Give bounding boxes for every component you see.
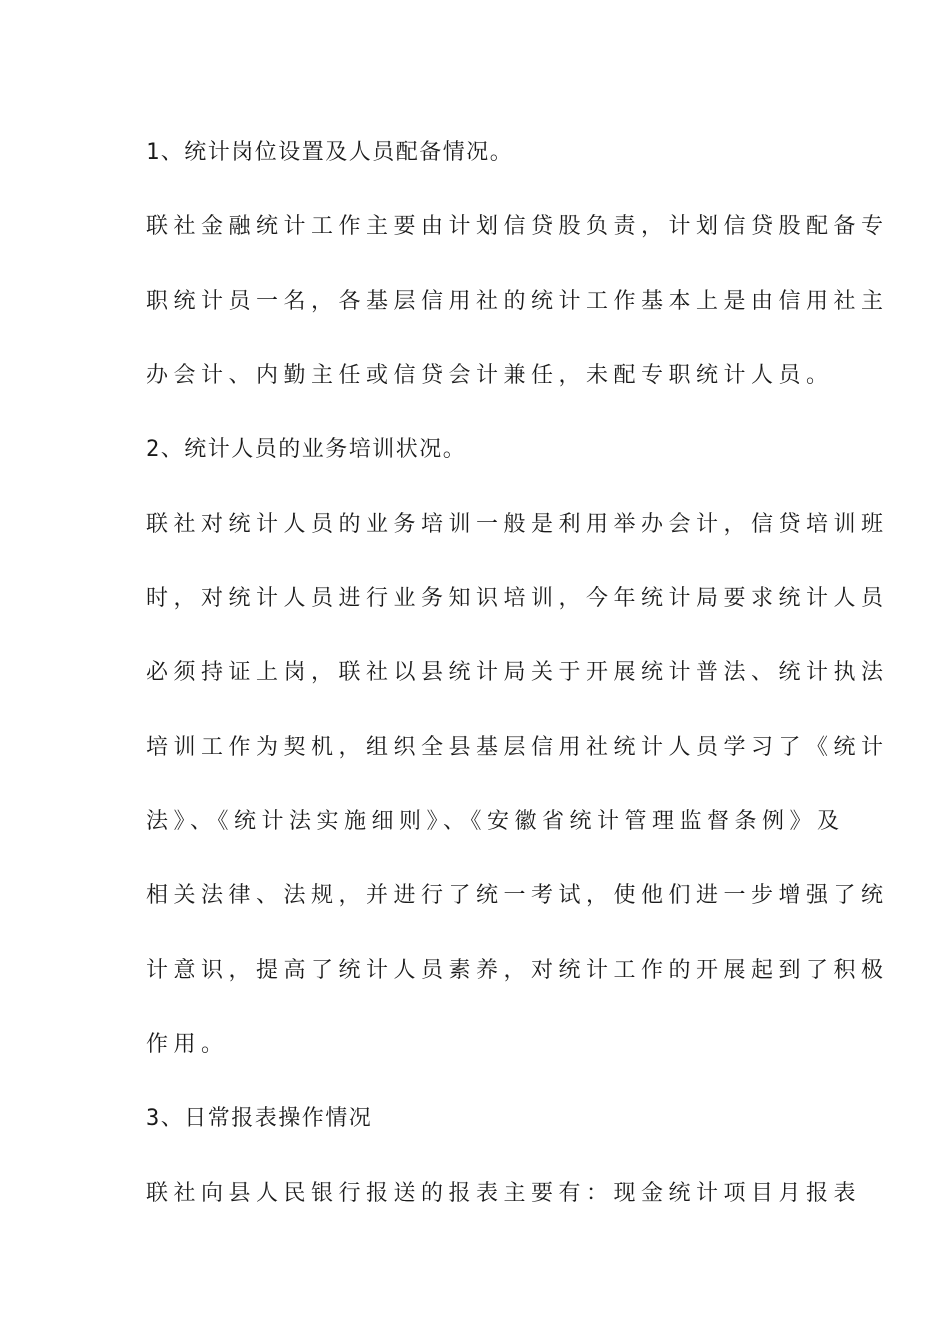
paragraph-line: 作用。 xyxy=(146,1032,229,1057)
paragraph-line: 培训工作为契机，组织全县基层信用社统计人员学习了《统计 xyxy=(146,735,889,760)
section-heading-2: 2、统计人员的业务培训状况。 xyxy=(146,437,467,462)
paragraph-line: 职统计员一名，各基层信用社的统计工作基本上是由信用社主 xyxy=(146,289,889,314)
paragraph-line: 联社对统计人员的业务培训一般是利用举办会计，信贷培训班 xyxy=(146,512,889,537)
paragraph-line: 计意识，提高了统计人员素养，对统计工作的开展起到了积极 xyxy=(146,958,889,983)
section-heading-3: 3、日常报表操作情况 xyxy=(146,1106,373,1131)
section-heading-1: 1、统计岗位设置及人员配备情况。 xyxy=(146,140,514,165)
paragraph-line: 办会计、内勤主任或信贷会计兼任，未配专职统计人员。 xyxy=(146,363,834,388)
paragraph-line: 法》、《统计法实施细则》、《安徽省统计管理监督条例》及 xyxy=(146,809,845,834)
paragraph-line: 联社金融统计工作主要由计划信贷股负责，计划信贷股配备专 xyxy=(146,214,889,239)
paragraph-line: 时，对统计人员进行业务知识培训，今年统计局要求统计人员 xyxy=(146,586,889,611)
paragraph-line: 相关法律、法规，并进行了统一考试，使他们进一步增强了统 xyxy=(146,883,889,908)
paragraph-line: 必须持证上岗，联社以县统计局关于开展统计普法、统计执法 xyxy=(146,660,889,685)
paragraph-line: 联社向县人民银行报送的报表主要有：现金统计项目月报表 xyxy=(146,1181,862,1206)
